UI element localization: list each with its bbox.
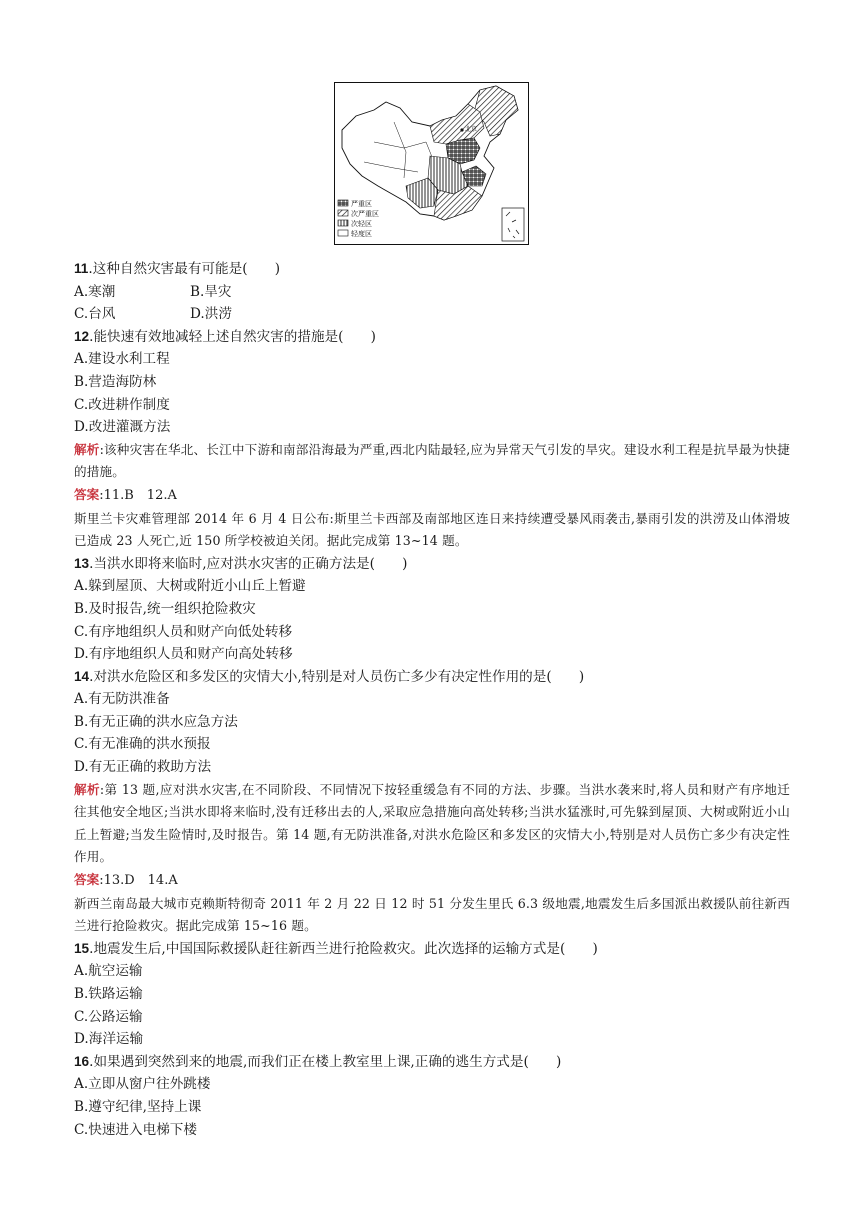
beijing-marker	[460, 128, 463, 131]
question-number: 14	[74, 668, 90, 684]
analysis-text: :第 13 题,应对洪水灾害,在不同阶段、不同情况下按轻重缓急有不同的方法、步骤。当洪水袭来时,将人员和财产有序地迁往其他安全地区;当洪水即将来临时,没有迁移出去的人,采取应急措施向高处转移;当洪水猛涨时,可先躲到屋顶、大树或附近小山丘上暂避;当发生险情时,及时报告。第 14 题,有无防洪准备,对洪水危险区和多发区的灾情大小,特别是对人员伤亡多少有决定性作用。	[74, 781, 790, 865]
question-number: 15	[74, 940, 90, 956]
question-11	[74, 258, 790, 281]
document-body	[74, 258, 790, 1141]
question-number: 11	[74, 261, 89, 276]
answer-text: :11.B 12.A	[99, 487, 177, 503]
answer-label: 答案	[74, 486, 100, 502]
legend-sub-light: 次轻区	[351, 220, 372, 228]
option-d: D.海洋运输	[74, 1031, 144, 1048]
option-c: C.公路运输	[74, 1008, 143, 1025]
option-a: A.立即从窗户往外跳楼	[74, 1076, 211, 1093]
answer-label: 答案	[74, 872, 100, 888]
question-stem: .这种自然灾害最有可能是( )	[88, 261, 281, 277]
option-a: A.建设水利工程	[74, 351, 170, 368]
legend-severe: 严重区	[351, 200, 372, 208]
option-c: C.快速进入电梯下楼	[74, 1121, 197, 1138]
analysis-block	[74, 779, 790, 869]
option-b: B.有无正确的洪水应急方法	[74, 713, 238, 730]
option-b: B.遵守纪律,坚持上课	[74, 1098, 202, 1115]
option-a: A.躲到屋顶、大树或附近小山丘上暂避	[74, 578, 306, 595]
question-stem: .如果遇到突然到来的地震,而我们正在楼上教室里上课,正确的逃生方式是( )	[89, 1053, 562, 1070]
question-12	[74, 326, 790, 349]
question-number: 13	[74, 555, 90, 571]
beijing-label: 北京	[465, 126, 478, 133]
analysis-label: 解析	[74, 441, 100, 457]
question-number: 16	[74, 1053, 90, 1069]
answer-text: :13.D 14.A	[99, 873, 178, 889]
question-16	[74, 1051, 790, 1074]
analysis-text: :该种灾害在华北、长江中下游和南部沿海最为严重,西北内陆最轻,应为异常天气引发的旱灾。建设水利工程是抗旱最为快捷的措施。	[74, 441, 790, 480]
option-a: A.寒潮	[74, 283, 116, 300]
question-stem: .对洪水危险区和多发区的灾情大小,特别是对人员伤亡多少有决定性作用的是( )	[89, 668, 585, 685]
option-d: D.改进灌溉方法	[74, 419, 171, 436]
option-b: B.营造海防林	[74, 373, 157, 390]
option-a: A.航空运输	[74, 963, 143, 980]
disaster-map-figure	[334, 82, 529, 245]
option-c: C.有无准确的洪水预报	[74, 736, 211, 753]
option-a: A.有无防洪准备	[74, 691, 170, 708]
question-14	[74, 666, 790, 689]
option-b: B.旱灾	[190, 283, 232, 300]
analysis-block	[74, 439, 790, 484]
q11-options-row-1	[74, 281, 790, 304]
answer-block	[74, 484, 790, 508]
q11-options-row-2	[74, 303, 790, 326]
question-number: 12	[74, 328, 90, 344]
option-b: B.及时报告,统一组织抢险救灾	[74, 600, 256, 617]
answer-block	[74, 869, 790, 893]
legend-sub-severe: 次严重区	[351, 210, 379, 218]
option-c: C.台风	[74, 306, 116, 323]
analysis-label: 解析	[74, 781, 100, 797]
passage-intro: 新西兰南岛最大城市克赖斯特彻奇 2011 年 2 月 22 日 12 时 51 分发生里氏 6.3 级地震,地震发生后多国派出救援队前往新西兰进行抢险救灾。据此完成第 15~16 题。	[74, 895, 790, 934]
question-13	[74, 553, 790, 576]
option-d: D.洪涝	[190, 306, 232, 323]
question-stem: .能快速有效地减轻上述自然灾害的措施是( )	[89, 328, 376, 345]
option-c: C.有序地组织人员和财产向低处转移	[74, 623, 293, 640]
question-stem: .地震发生后,中国国际救援队赶往新西兰进行抢险救灾。此次选择的运输方式是( )	[89, 940, 598, 957]
question-15	[74, 938, 790, 961]
passage-intro: 斯里兰卡灾难管理部 2014 年 6 月 4 日公布:斯里兰卡西部及南部地区连日来持续遭受暴风雨袭击,暴雨引发的洪涝及山体滑坡已造成 23 人死亡,近 150 所学校被迫关闭。据此完成第 13~14 题。	[74, 510, 790, 549]
legend-light: 轻度区	[351, 230, 372, 238]
option-d: D.有序地组织人员和财产向高处转移	[74, 646, 293, 663]
option-c: C.改进耕作制度	[74, 396, 170, 413]
option-b: B.铁路运输	[74, 986, 143, 1002]
question-stem: .当洪水即将来临时,应对洪水灾害的正确方法是( )	[89, 555, 408, 572]
option-d: D.有无正确的救助方法	[74, 759, 212, 776]
